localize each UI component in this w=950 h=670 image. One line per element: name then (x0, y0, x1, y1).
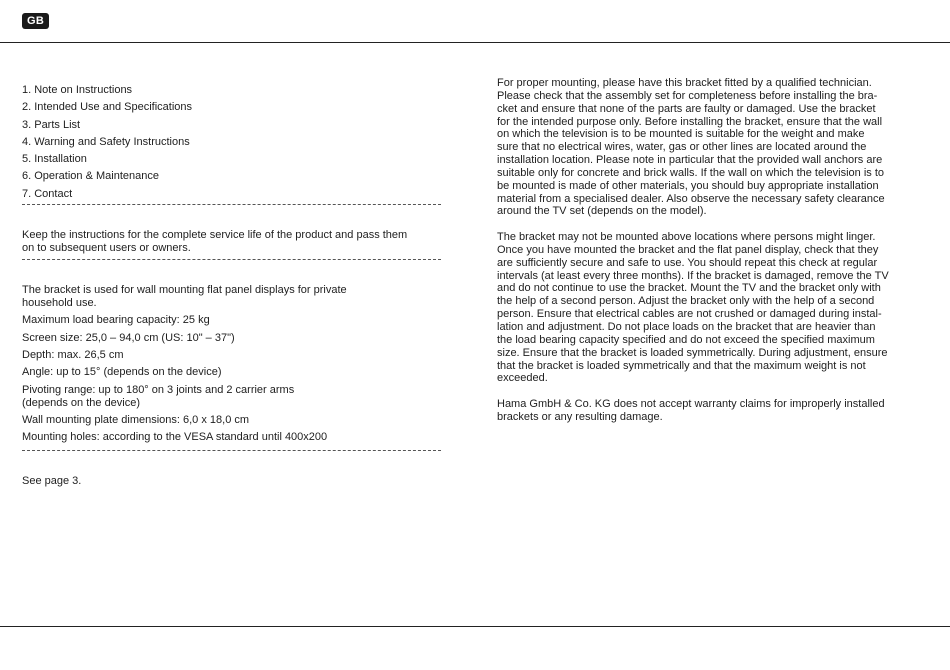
spec-item: Angle: up to 15° (depends on the device) (22, 366, 222, 379)
spec-item: Pivoting range: up to 180° on 3 joints and 2 carrier arms (depends on the device) (22, 383, 295, 409)
right-column (497, 77, 927, 436)
toc-item: 5. Installation (22, 153, 87, 166)
specifications (22, 284, 442, 444)
spec-item: Mounting holes: according to the VESA standard until 400x200 (22, 431, 328, 444)
toc-item: 2. Intended Use and Specifications (22, 101, 193, 114)
language-badge: GB (22, 13, 49, 29)
toc-item: 6. Operation & Maintenance (22, 170, 159, 183)
note-paragraph: Keep the instructions for the complete service life of the product and pass them on to subsequent users or owners. (22, 228, 408, 254)
mounting-paragraph: For proper mounting, please have this bracket fitted by a qualified technician. Please check that the assembly set for completeness before installing the bra- cket and ensure that none of the parts are faulty or damaged. Use the bracket for the intended purpose only. Before installing the bracket, ensure that the wall on which the television is to be mounted is suitable for the weight and make sure that no electrical wires, water, gas or other lines are located around the installation location. Please note in particular that the provided wall anchors are suitable only for concrete and brick walls. If the wall on which the television is to be mounted is made of other materials, you should buy appropriate installation material from a specialised dealer. Also observe the necessary safety clearance around the TV set (depends on the model). (497, 77, 885, 218)
safety-paragraph: The bracket may not be mounted above locations where persons might linger. Once you have mounted the bracket and the flat panel display, check that they are sufficiently secure and safe to use. You should repeat this check at regular intervals (at least every three months). If the bracket is damaged, remove the TV and do not continue to use the bracket. Mount the TV and the bracket only with the help of a second person. Adjust the bracket only with the help of a second person. Ensure that electrical cables are not crushed or damaged during instal- lation and adjustment. Do not place loads on the bracket that are heavier than the load bearing capacity specified and do not exceed the specified maximum size. Ensure that the bracket is loaded symmetrically. During adjustment, ensure that the bracket is loaded symmetrically and that the maximum weight is not exceeded. (497, 231, 889, 385)
header-divider (0, 42, 950, 43)
toc-item: 3. Parts List (22, 118, 81, 131)
spec-item: Screen size: 25,0 – 94,0 cm (US: 10" – 37") (22, 331, 235, 344)
table-of-contents (22, 84, 442, 201)
toc-item: 4. Warning and Safety Instructions (22, 135, 190, 148)
toc-item: 7. Contact (22, 187, 73, 200)
left-column (22, 84, 442, 492)
spec-item: Maximum load bearing capacity: 25 kg (22, 314, 210, 327)
parts-note: See page 3. (22, 475, 82, 488)
warranty-paragraph: Hama GmbH & Co. KG does not accept warranty claims for improperly installed brackets or any resulting damage. (497, 398, 885, 423)
spec-item: The bracket is used for wall mounting flat panel displays for private household use. (22, 284, 347, 310)
spec-item: Wall mounting plate dimensions: 6,0 x 18,0 cm (22, 413, 250, 426)
footer-divider (0, 626, 950, 627)
toc-item: 1. Note on Instructions (22, 84, 133, 96)
spec-item: Depth: max. 26,5 cm (22, 348, 124, 361)
